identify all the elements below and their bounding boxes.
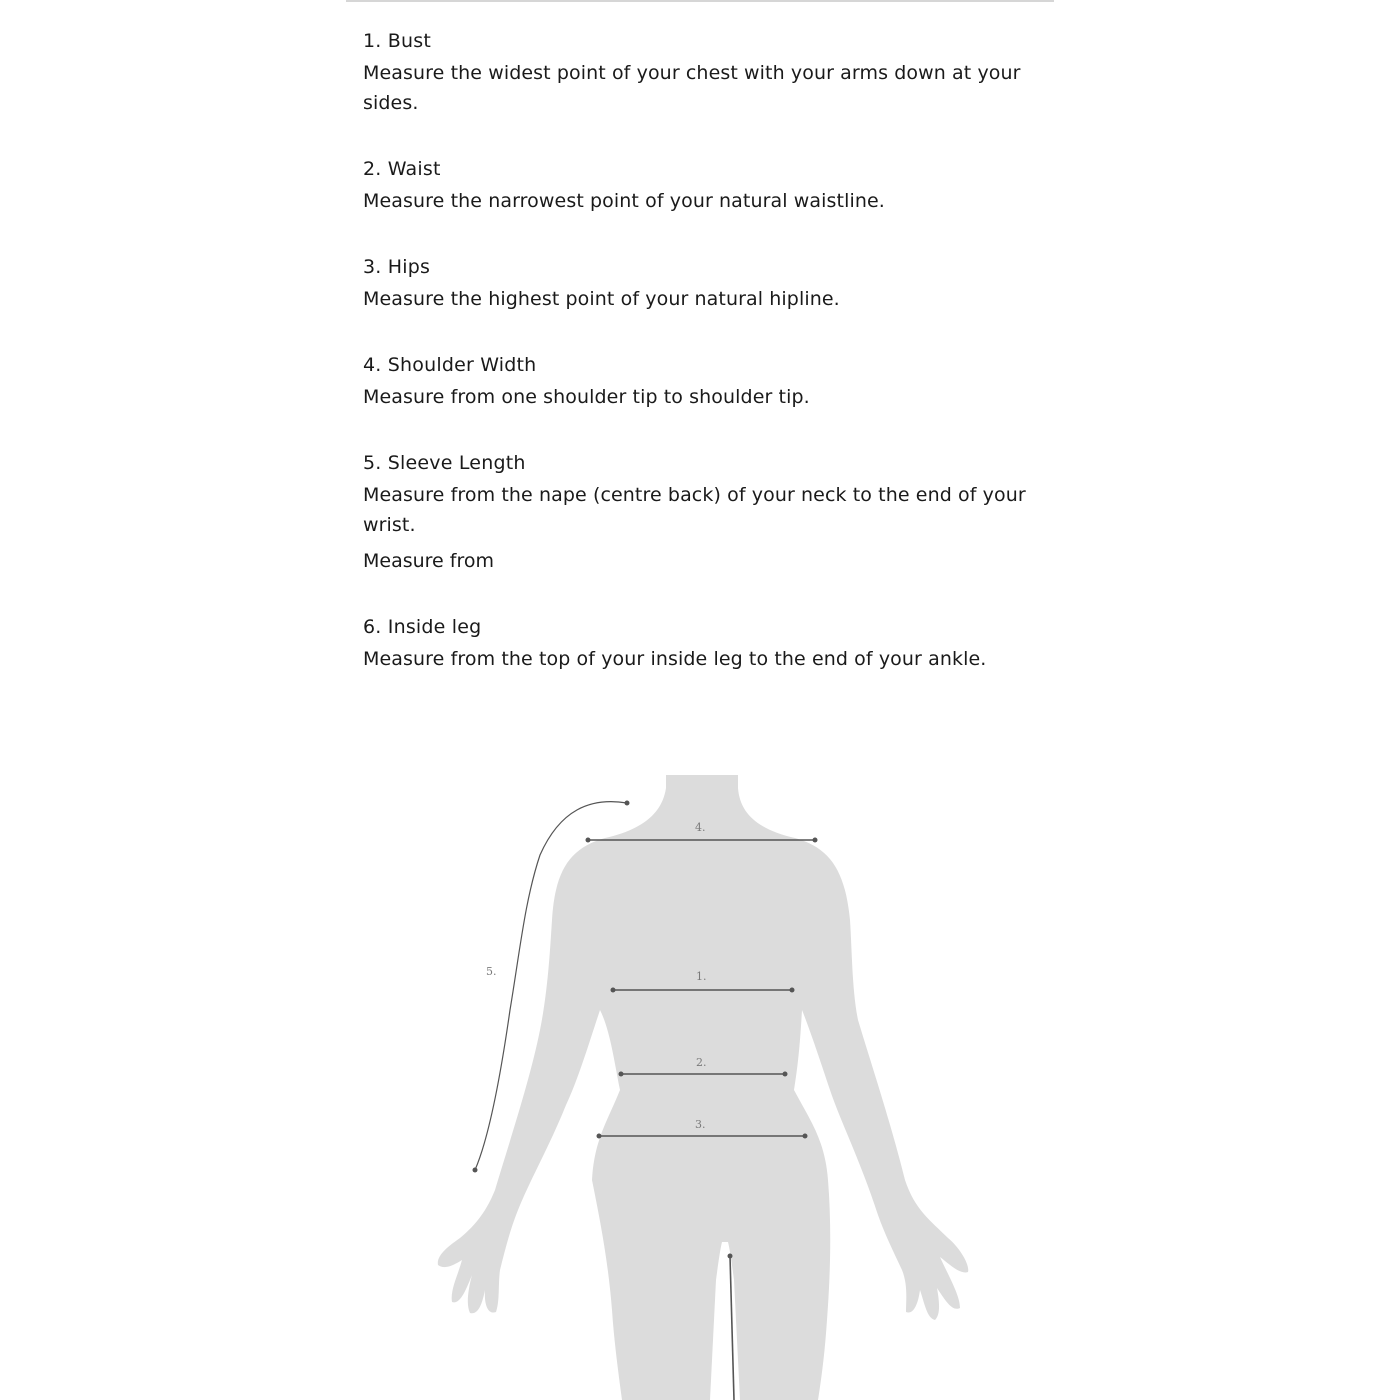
section-bust	[363, 27, 1043, 118]
section-text: Measure the narrowest point of your natural waistline.	[363, 190, 885, 212]
section-title: 4. Shoulder Width	[363, 354, 537, 376]
sleeve-label: 5.	[486, 965, 497, 978]
section-title: 1. Bust	[363, 30, 431, 52]
section-waist	[363, 155, 1043, 216]
section-title: 3. Hips	[363, 256, 431, 278]
section-inside-leg	[363, 613, 1043, 674]
shoulder-label: 4.	[695, 821, 706, 834]
section-text: Measure the widest point of your chest with your arms down at your sides.	[363, 62, 1021, 114]
body-measurement-diagram	[400, 760, 1000, 1400]
section-text: Measure from the top of your inside leg to the end of your ankle.	[363, 648, 987, 670]
bust-label: 1.	[696, 970, 707, 983]
section-text: Measure from the nape (centre back) of your neck to the end of your wrist.	[363, 484, 1026, 536]
measurement-guide	[363, 27, 1043, 711]
hips-label: 3.	[695, 1118, 706, 1131]
waist-label: 2.	[696, 1056, 707, 1069]
section-title: 6. Inside leg	[363, 616, 482, 638]
section-extra-text: Measure from	[363, 550, 495, 572]
body-silhouette	[438, 775, 968, 1400]
section-text: Measure the highest point of your natural hipline.	[363, 288, 840, 310]
section-text: Measure from one shoulder tip to shoulder tip.	[363, 386, 810, 408]
body-figure-svg	[400, 760, 1000, 1400]
section-sleeve-length	[363, 449, 1043, 576]
section-title: 2. Waist	[363, 158, 441, 180]
inside-leg-measure-line	[728, 1254, 735, 1400]
section-title: 5. Sleeve Length	[363, 452, 526, 474]
section-hips	[363, 253, 1043, 314]
section-shoulder-width	[363, 351, 1043, 412]
top-divider	[346, 0, 1054, 2]
